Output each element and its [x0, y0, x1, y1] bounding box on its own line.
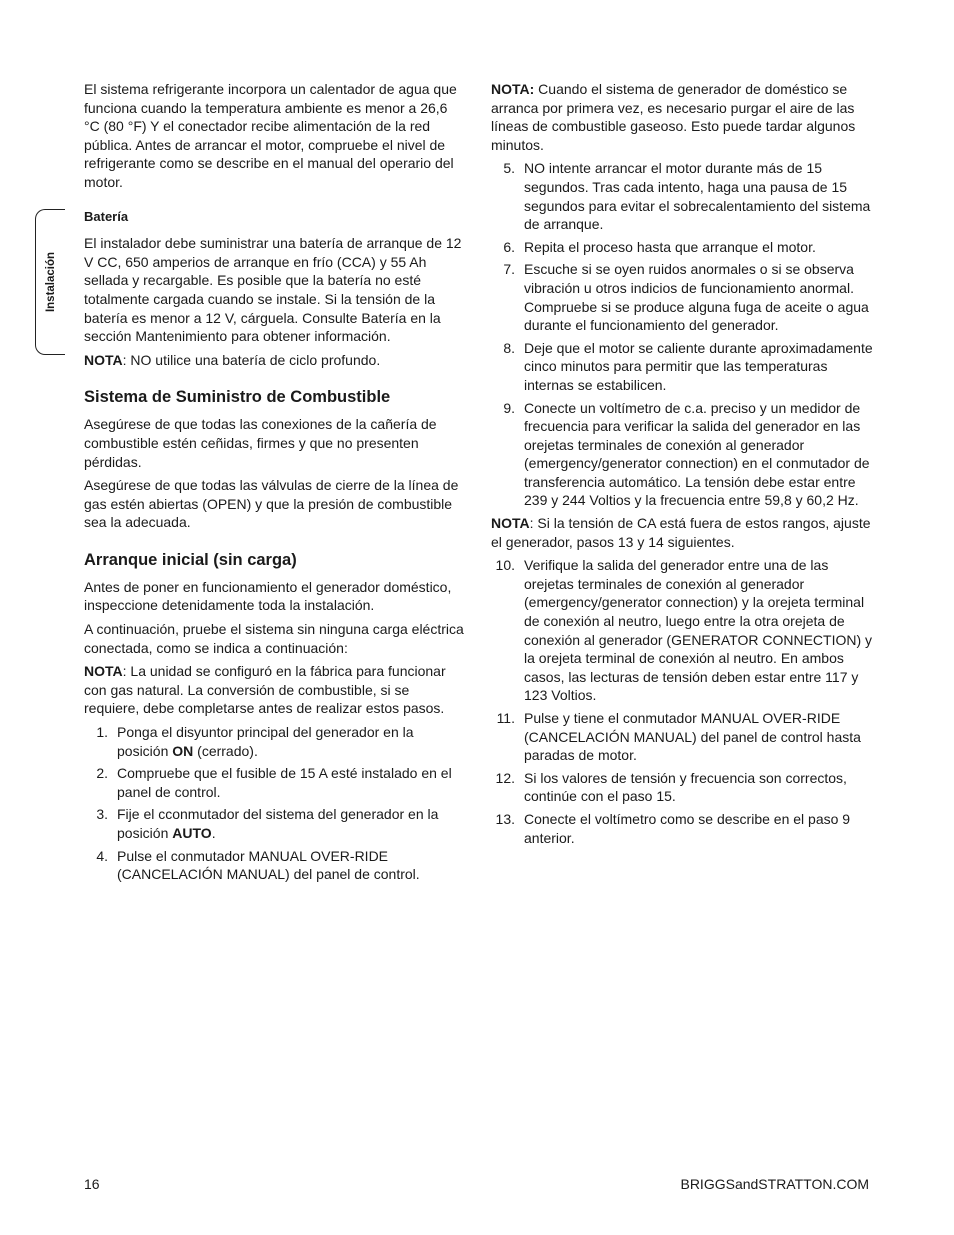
- section-tab: [35, 209, 65, 355]
- startup-paragraph-2: A continuación, pruebe el sistema sin ninguna carga eléctrica conectada, como se indica a continuación:: [84, 621, 464, 656]
- note-text: : Si la tensión de CA está fuera de estos rangos, ajuste el generador, pasos 13 y 14 siguientes.: [491, 515, 871, 550]
- list-item: 10. Verifique la salida del generador entre una de las orejetas terminales de conexión al generador (emergency/generator connection) y la orejeta terminal de conexión al neutro, luego entre la otra orejeta de conexión al generador (GENERATOR CONNECTION) y la orejeta terminal de conexión al neutro. En ambos casos, las lecturas de tensión deben estar entre 117 y 123 Voltios.: [495, 557, 873, 704]
- startup-note: [84, 662, 466, 718]
- steps-list-right-b: [491, 556, 873, 847]
- note-label: NOTA: [84, 351, 123, 368]
- steps-list-right-a: [491, 159, 873, 510]
- note-label: NOTA:: [491, 81, 535, 97]
- note-label: NOTA: [84, 663, 123, 680]
- note-label: NOTA: [491, 515, 530, 532]
- list-item: 8. Deje que el motor se caliente durante aproximadamente cinco minutos para permitir que las temperaturas internas se estabilicen.: [503, 339, 873, 393]
- list-item: 7. Escuche si se oyen ruidos anormales o si se observa vibración u otros indicios de funcionamiento anormal. Compruebe si se produce alguna fuga de aceite o agua durante el funcionamiento del generador.: [503, 261, 869, 334]
- steps-list-left: [84, 723, 466, 884]
- list-item: 13. Conecte el voltímetro como se describe en el paso 9 anterior.: [495, 810, 851, 846]
- left-column: [84, 80, 466, 888]
- list-item: 6. Repita el proceso hasta que arranque el motor.: [503, 238, 816, 255]
- fuel-paragraph-2: Asegúrese de que todas las válvulas de cierre de la línea de gas estén abiertas (OPEN) y que la presión de combustible sea la adecuada.: [84, 477, 459, 531]
- note-text: : NO utilice una batería de ciclo profundo.: [122, 351, 381, 368]
- list-item: 3. Fije el cconmutador del sistema del generador en la posición AUTO.: [96, 806, 439, 841]
- list-item: 12. Si los valores de tensión y frecuencia son correctos, continúe con el paso 15.: [495, 769, 847, 805]
- battery-heading: Batería: [84, 208, 129, 224]
- list-item: 1. Ponga el disyuntor principal del generador en la posición ON (cerrado).: [96, 724, 414, 759]
- list-item: 2. Compruebe que el fusible de 15 A esté instalado en el panel de control.: [96, 765, 452, 800]
- initial-startup-heading: Arranque inicial (sin carga): [84, 550, 297, 569]
- website-footer: BRIGGSandSTRATTON.COM: [680, 1176, 869, 1192]
- startup-paragraph-1: Antes de poner en funcionamiento el generador doméstico, inspeccione detenidamente toda la instalación.: [84, 578, 452, 614]
- right-column: [491, 80, 873, 851]
- fuel-paragraph-1: Asegúrese de que todas las conexiones de la cañería de combustible estén ceñidas, firmes y que no presenten pérdidas.: [84, 416, 437, 470]
- list-item: 9. Conecte un voltímetro de c.a. preciso y un medidor de frecuencia para verificar la salida del generador en las orejetas terminales de conexión al generador (emergency/generator connection) en el conmutador de transferencia automático. La tensión debe estar entre 239 y 244 Voltios y la frecuencia entre 59,8 y 60,2 Hz.: [503, 399, 870, 509]
- note-text: : La unidad se configuró en la fábrica para funcionar con gas natural. La conversión de combustible, si se requiere, debe completarse antes de realizar estos pasos.: [84, 663, 446, 717]
- page-number: 16: [84, 1176, 100, 1192]
- list-item: 4. Pulse el conmutador MANUAL OVER-RIDE (CANCELACIÓN MANUAL) del panel de control.: [96, 847, 420, 883]
- coolant-paragraph: El sistema refrigerante incorpora un calentador de agua que funciona cuando la temperatura ambiente es menor a 26,6 °C (80 °F) Y el conectador recibe alimentación de la red pública. Antes de arrancar el motor, compruebe el nivel de refrigerante como se describe en el manual del operario del motor.: [84, 81, 457, 190]
- battery-paragraph: El instalador debe suministrar una batería de arranque de 12 V CC, 650 amperios de arranque en frío (CCA) y 55 Ah sellada y recargable. Es posible que la batería no esté totalmente cargada cuando se instale. Si la tensión de la batería es menor a 12 V, cárguela. Consulte Batería en la sección Mantenimiento para obtener información.: [84, 235, 462, 345]
- purge-note: [491, 80, 873, 154]
- fuel-system-heading: Sistema de Suministro de Combustible: [84, 388, 391, 407]
- list-item: 11. Pulse y tiene el conmutador MANUAL OVER-RIDE (CANCELACIÓN MANUAL) del panel de control hasta paradas de motor.: [496, 710, 861, 764]
- note-text: Cuando el sistema de generador de doméstico se arranca por primera vez, es necesario purgar el aire de las líneas de combustible gaseoso. Esto puede tardar algunos minutos.: [491, 81, 856, 153]
- section-tab-label: Instalación: [44, 251, 57, 313]
- voltage-note: [491, 514, 873, 551]
- list-item: 5. NO intente arrancar el motor durante más de 15 segundos. Tras cada intento, haga una pausa de 15 segundos para evitar el sobrecalentamiento del sistema de arranque.: [503, 160, 871, 233]
- battery-note: [84, 351, 466, 370]
